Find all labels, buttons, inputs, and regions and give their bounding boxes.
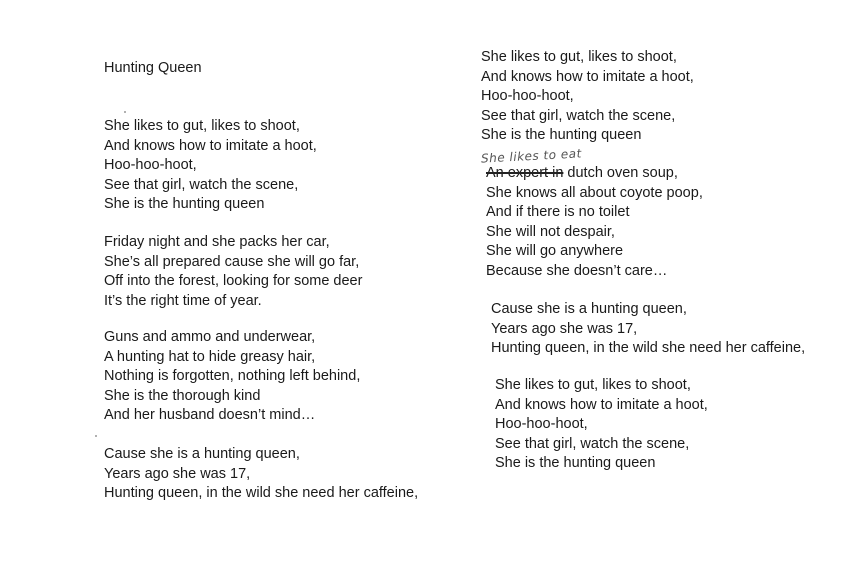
poem-line: See that girl, watch the scene, [104, 176, 299, 193]
scan-speck [124, 111, 126, 113]
poem-line: She is the hunting queen [481, 127, 642, 144]
poem-line: A hunting hat to hide greasy hair, [104, 348, 316, 365]
right-stanza-2 [486, 164, 703, 282]
poem-line: She likes to gut, likes to shoot, [495, 377, 691, 393]
handwritten-note: She likes to eat [480, 146, 583, 166]
poem-line: See that girl, watch the scene, [495, 435, 690, 452]
poem-line: It’s the right time of year. [104, 292, 262, 309]
poem-line: Cause she is a hunting queen, [491, 301, 687, 317]
poem-line: Guns and ammo and underwear, [104, 329, 316, 345]
poem-line: And knows how to imitate a hoot, [104, 137, 317, 154]
poem-line: And knows how to imitate a hoot, [481, 68, 694, 85]
poem-line: Hoo-hoo-hoot, [495, 416, 588, 433]
poem-line-edited [486, 164, 703, 184]
poem-line: She will go anywhere [486, 243, 624, 260]
poem-line: Cause she is a hunting queen, [104, 446, 300, 462]
poem-line: Hunting queen, in the wild she need her caffeine, [104, 485, 419, 502]
poem-line: She likes to gut, likes to shoot, [481, 49, 677, 65]
poem-line: Friday night and she packs her car, [104, 234, 330, 250]
poem-line: And her husband doesn’t mind… [104, 407, 316, 424]
poem-line: Hoo-hoo-hoot, [481, 88, 574, 105]
left-stanza-2 [104, 233, 362, 311]
poem-line: And if there is no toilet [486, 204, 630, 221]
poem-line: Years ago she was 17, [104, 465, 251, 482]
right-stanza-1 [481, 48, 694, 146]
poem-line: See that girl, watch the scene, [481, 107, 676, 124]
poem-line: Nothing is forgotten, nothing left behind, [104, 368, 361, 385]
poem-line: Years ago she was 17, [491, 320, 638, 337]
poem-line: She likes to gut, likes to shoot, [104, 118, 300, 134]
right-stanza-4 [495, 376, 708, 474]
poem-line: Off into the forest, looking for some deer [104, 273, 363, 290]
poem-line: She knows all about coyote poop, [486, 184, 703, 201]
left-stanza-4 [104, 445, 418, 504]
right-stanza-3 [491, 300, 805, 359]
poem-line: She’s all prepared cause she will go far, [104, 253, 360, 270]
left-stanza-3 [104, 328, 360, 426]
poem-line: She is the hunting queen [104, 196, 265, 213]
scan-speck [95, 435, 97, 437]
left-stanza-1 [104, 117, 317, 215]
line-remainder: dutch oven soup, [563, 165, 678, 181]
poem-line: She will not despair, [486, 223, 615, 240]
poem-line: She is the thorough kind [104, 387, 261, 404]
poem-line: She is the hunting queen [495, 455, 656, 472]
poem-line: Hoo-hoo-hoot, [104, 157, 197, 174]
poem-title: Hunting Queen [104, 60, 202, 76]
struck-text: An expert in [486, 165, 564, 181]
poem-line: Because she doesn’t care… [486, 262, 668, 279]
poem-line: Hunting queen, in the wild she need her caffeine, [491, 340, 806, 357]
poem-line: And knows how to imitate a hoot, [495, 396, 708, 413]
